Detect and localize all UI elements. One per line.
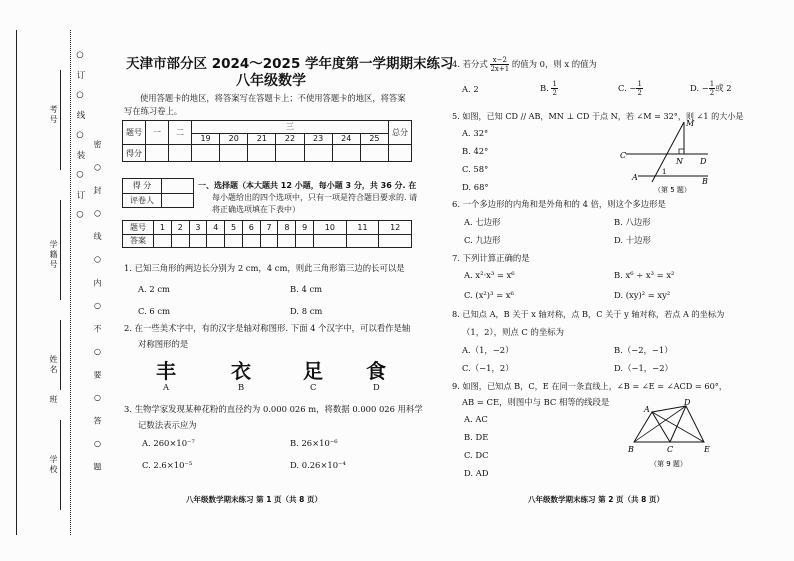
section1-heading-1: 一、选择题（本大题共 12 小题，每小题 3 分，共 36 分. 在 <box>198 181 417 190</box>
q4-denominator: 2x+1 <box>490 65 510 73</box>
grader-score-label: 得 分 <box>123 179 162 194</box>
answer-blank[interactable] <box>242 234 260 248</box>
score-header-cell: 题号 <box>123 121 146 145</box>
answer-number: 6 <box>242 221 260 235</box>
score-sub-cell: 24 <box>332 133 360 145</box>
triangle-cde <box>670 406 704 442</box>
score-blank[interactable] <box>192 145 220 162</box>
q2-label-d: D <box>373 382 380 392</box>
answer-blank[interactable] <box>314 234 347 248</box>
label-a: A <box>632 173 638 182</box>
question-9-line-2: AB = CE，则图中与 BC 相等的线段是 <box>462 397 610 407</box>
question-7: 7. 下列计算正确的是 <box>452 253 530 263</box>
grader-table <box>122 178 194 208</box>
q3-option-a: A. 260×10⁻⁷ <box>142 438 195 448</box>
question-4 <box>452 56 597 73</box>
q2-char-c: 足 <box>303 359 323 383</box>
q1-option-a: A. 2 cm <box>138 284 170 294</box>
label-e: E <box>704 445 710 454</box>
question-6: 6. 一个多边形的内角和是外角和的 4 倍，则这个多边形是 <box>452 199 666 209</box>
q6-option-d: D. 十边形 <box>614 235 651 245</box>
figure-q5-caption: （第 5 题） <box>654 186 691 194</box>
q5-option-d: D. 68° <box>462 182 489 192</box>
label-c: C <box>667 445 674 454</box>
score-blank[interactable] <box>389 145 412 162</box>
q5-option-a: A. 32° <box>462 128 489 138</box>
q4-fraction <box>490 56 509 73</box>
exam-subtitle: 八年级数学 <box>236 73 306 89</box>
answer-number: 8 <box>278 221 296 235</box>
answer-blank[interactable] <box>296 234 314 248</box>
q4-d-tail: 或 2 <box>715 83 732 93</box>
answer-table <box>122 220 412 248</box>
q4-option-d <box>690 80 732 97</box>
q5-option-b: B. 42° <box>462 146 489 156</box>
question-2-line-2: 对称图形的是 <box>138 339 189 349</box>
answer-blank[interactable] <box>154 234 172 248</box>
right-angle-mark <box>679 149 684 154</box>
score-header-cell: 二 <box>169 121 192 145</box>
answer-number: 1 <box>154 221 172 235</box>
blank-line <box>60 70 61 170</box>
score-blank[interactable] <box>146 145 169 162</box>
q4-d-num: 1 <box>709 80 715 88</box>
blank-line <box>60 200 61 300</box>
figure-q5 <box>618 118 710 194</box>
label-m: M <box>686 119 695 128</box>
grader-name-blank[interactable] <box>162 193 194 208</box>
figure-q9-caption: （第 9 题） <box>650 460 687 468</box>
score-blank[interactable] <box>360 145 388 162</box>
instruction-line-2: 写在练习卷上。 <box>124 106 183 116</box>
question-3-line-2: 记数法表示应为 <box>138 420 197 430</box>
q4-option-b-label: B. <box>540 83 552 93</box>
q6-option-c: C. 九边形 <box>464 235 501 245</box>
q7-option-a: A. x²·x³ = x⁶ <box>464 270 515 280</box>
label-a: A <box>644 405 650 414</box>
q3-option-c: C. 2.6×10⁻⁵ <box>142 460 193 470</box>
label-d: D <box>684 398 691 407</box>
label-c: C <box>620 151 627 160</box>
q2-label-a: A <box>163 382 170 392</box>
q4-c-den: 2 <box>637 89 642 97</box>
q9-option-b: B. DE <box>464 432 489 442</box>
question-1: 1. 已知三角形的两边长分别为 2 cm，4 cm，则此三角形第三边的长可以是 <box>124 263 405 273</box>
answer-number: 11 <box>346 221 379 235</box>
q4-option-c-label: C. − <box>618 83 637 93</box>
q4-b-num: 1 <box>552 80 557 88</box>
q1-option-b: B. 4 cm <box>290 284 323 294</box>
answer-number: 9 <box>296 221 314 235</box>
q4-suffix: 的值为 0，则 x 的值为 <box>511 59 597 69</box>
answer-header-label: 题号 <box>123 221 154 235</box>
blank-line <box>60 420 61 510</box>
q1-option-d: D. 8 cm <box>290 306 323 316</box>
seal-label: ○ 订 ○ 线 ○ 装 ○ 订 ○ <box>75 50 85 224</box>
q9-option-a: A. AC <box>464 414 488 424</box>
score-sub-cell: 25 <box>360 133 388 145</box>
q3-option-d: D. 0.26×10⁻⁴ <box>290 460 346 470</box>
answer-blank[interactable] <box>346 234 379 248</box>
q4-numerator: x−2 <box>490 56 509 65</box>
q5-option-c: C. 58° <box>462 164 489 174</box>
answer-blank[interactable] <box>379 234 412 248</box>
instruction-line-1: 使用答题卡的地区，将答案写在答题卡上；不使用答题卡的地区，将答案 <box>140 93 406 103</box>
q2-char-b: 衣 <box>231 359 251 383</box>
score-blank[interactable] <box>332 145 360 162</box>
right-footer: 八年级数学期末练习 第 2 页（共 8 页） <box>528 495 664 504</box>
q4-prefix: 4. 若分式 <box>452 59 488 69</box>
question-9-line-1: 9. 如图，已知点 B，C，E 在同一条直线上，∠B = ∠E = ∠ACD = 60°， <box>452 381 728 391</box>
answer-number: 7 <box>260 221 278 235</box>
q8-option-c: C.（−1，2） <box>462 363 514 373</box>
question-3-line-1: 3. 生物学家发现某种花粉的直径约为 0.000 026 m，将数据 0.000 026 用科学 <box>124 404 423 414</box>
figure-q9 <box>622 398 714 472</box>
triangle-abc <box>634 412 670 442</box>
section1-heading-2: 每小题给出的四个选项中，只有一项是符合题目要求的. 请 <box>212 193 418 202</box>
question-8-line-1: 8. 已知点 A，B 关于 x 轴对称，点 B，C 关于 y 轴对称，若点 A 的坐标为 <box>452 309 725 319</box>
exam-title: 天津市部分区 2024～2025 学年度第一学期期末练习 <box>126 56 454 72</box>
score-blank[interactable] <box>276 145 304 162</box>
binding-strip <box>8 30 108 535</box>
score-row-label: 得分 <box>123 145 146 162</box>
q4-b-den: 2 <box>552 89 557 97</box>
q2-label-c: C <box>310 382 317 392</box>
q8-option-a: A.（1，−2） <box>462 345 514 355</box>
answer-blank[interactable] <box>189 234 207 248</box>
answer-blank[interactable] <box>278 234 296 248</box>
strip-line <box>16 30 17 535</box>
answer-number: 2 <box>171 221 189 235</box>
q4-d-den: 2 <box>709 89 715 97</box>
field-name: 姓名 <box>49 355 58 375</box>
label-b: B <box>702 177 708 186</box>
line-ad <box>652 406 686 412</box>
grader-score-blank[interactable] <box>162 179 194 194</box>
q7-option-d: D. (xy)² = xy² <box>614 290 671 300</box>
q2-char-d: 食 <box>366 359 386 383</box>
score-table <box>122 120 412 162</box>
seal-line-text: 密 ○ 封 ○ 线 ○ 内 ○ 不 ○ 要 ○ 答 ○ 题 <box>93 140 102 477</box>
label-b: B <box>628 445 634 454</box>
score-header-cell: 一 <box>146 121 169 145</box>
score-header-cell: 三 <box>192 121 389 134</box>
score-sub-cell: 22 <box>276 133 304 145</box>
q2-char-a: 丰 <box>156 359 176 383</box>
q9-option-c: C. DC <box>464 450 489 460</box>
q3-option-b: B. 26×10⁻⁶ <box>290 438 338 448</box>
field-student-id: 学籍号 <box>49 240 58 270</box>
score-blank[interactable] <box>169 145 192 162</box>
q4-option-a: A. 2 <box>462 84 479 94</box>
score-blank[interactable] <box>304 145 332 162</box>
score-sub-cell: 19 <box>192 133 220 145</box>
section1-heading-3: 将正确选项填在下表中） <box>212 205 300 214</box>
answer-number: 5 <box>225 221 243 235</box>
answer-blank[interactable] <box>171 234 189 248</box>
q4-option-d-label: D. − <box>690 83 709 93</box>
q8-option-b: B.（−2，−1） <box>614 345 673 355</box>
answer-number: 12 <box>379 221 412 235</box>
field-school: 学校 <box>49 455 58 475</box>
answer-blank[interactable] <box>260 234 278 248</box>
q4-option-c <box>618 80 643 97</box>
q7-option-b: B. x⁶ ÷ x³ = x² <box>614 270 675 280</box>
label-d: D <box>700 157 707 166</box>
score-sub-cell: 23 <box>304 133 332 145</box>
grader-name-label: 评卷人 <box>123 193 162 208</box>
q7-option-c: C. (x²)³ = x⁶ <box>464 290 514 300</box>
left-footer: 八年级数学期末练习 第 1 页（共 8 页） <box>186 495 322 504</box>
q1-option-c: C. 6 cm <box>138 306 171 316</box>
score-header-cell: 总分 <box>389 121 412 145</box>
answer-number: 10 <box>314 221 347 235</box>
field-class: 班 <box>49 395 58 405</box>
q6-option-a: A. 七边形 <box>464 217 501 227</box>
field-exam-number: 考号 <box>49 105 58 125</box>
question-2-line-1: 2. 在一些美术字中，有的汉字是轴对称图形. 下面 4 个汉字中，可以看作是轴 <box>124 323 411 333</box>
answer-blank[interactable] <box>225 234 243 248</box>
label-n: N <box>676 157 683 166</box>
score-blank[interactable] <box>248 145 276 162</box>
score-sub-cell: 21 <box>248 133 276 145</box>
answer-number: 4 <box>207 221 225 235</box>
question-8-line-2: （1，2），则点 C 的坐标为 <box>462 327 564 337</box>
q8-option-d: D.（−1，−2） <box>614 363 673 373</box>
question-5: 5. 如图，已知 CD // AB，MN ⊥ CD 于点 N，若 ∠M = 32°，则 ∠1 的大小是 <box>452 111 744 121</box>
q9-option-d: D. AD <box>464 468 489 478</box>
score-sub-cell: 20 <box>220 133 248 145</box>
label-angle-1: 1 <box>662 168 667 176</box>
blank-line <box>60 320 61 390</box>
q2-label-b: B <box>238 382 245 392</box>
q6-option-b: B. 八边形 <box>614 217 651 227</box>
strip-dotted-line <box>70 30 71 535</box>
score-blank[interactable] <box>220 145 248 162</box>
answer-number: 3 <box>189 221 207 235</box>
q4-c-num: 1 <box>637 80 642 88</box>
answer-row-label: 答案 <box>123 234 154 248</box>
q4-option-b <box>540 80 558 97</box>
answer-blank[interactable] <box>207 234 225 248</box>
